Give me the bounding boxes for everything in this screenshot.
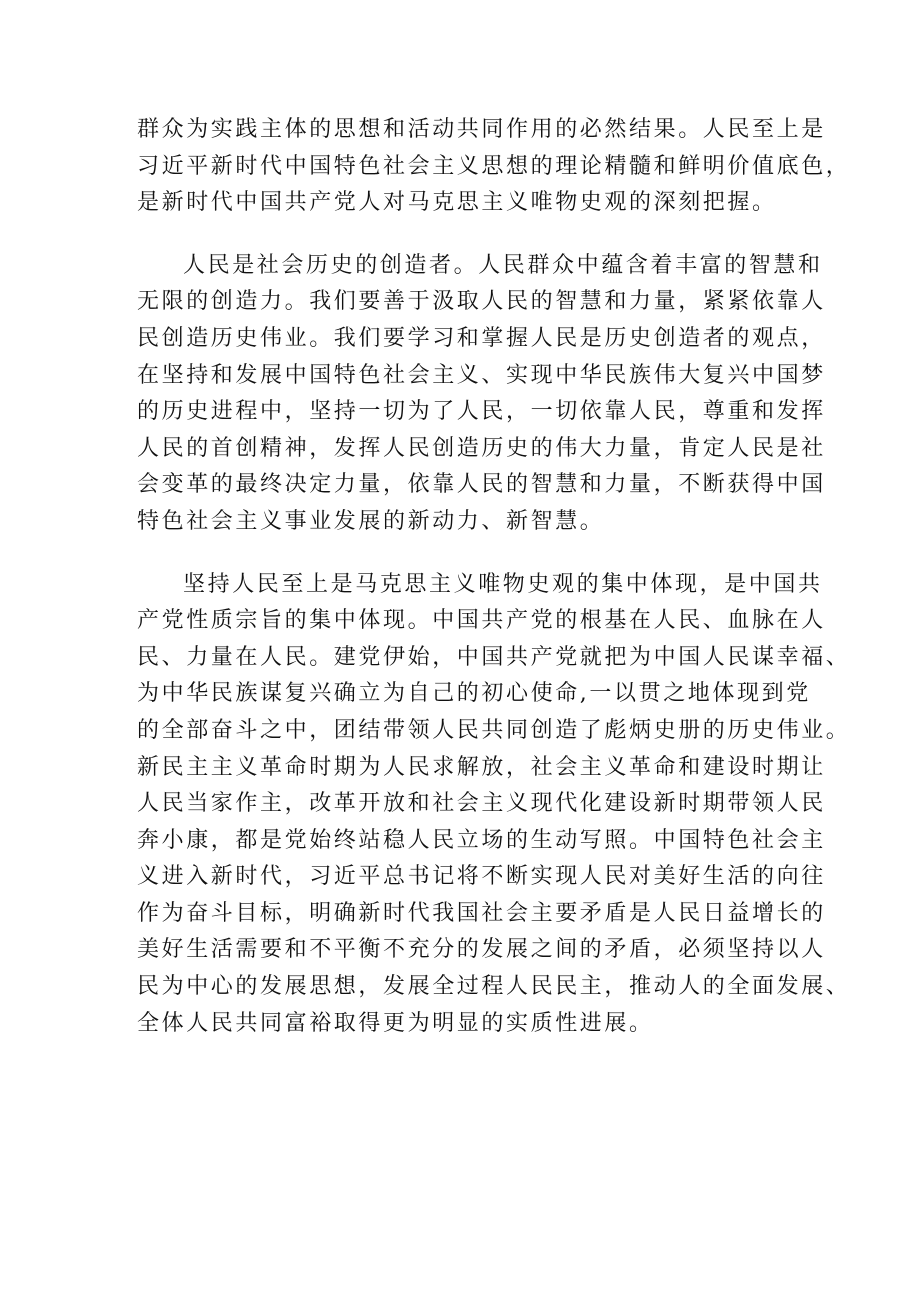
text-line: 美好生活需要和不平衡不充分的发展之间的矛盾，必须坚持以人	[137, 937, 826, 963]
text-line: 义进入新时代，习近平总书记将不断实现人民对美好生活的向往	[137, 864, 826, 890]
paragraph-3	[137, 567, 851, 1043]
text-line: 产党性质宗旨的集中体现。中国共产党的根基在人民、血脉在人	[137, 608, 826, 634]
text-line: 是新时代中国共产党人对马克思主义唯物史观的深刻把握。	[137, 190, 777, 216]
text-line: 无限的创造力。我们要善于汲取人民的智慧和力量，紧紧依靠人	[137, 289, 826, 315]
text-line: 会变革的最终决定力量，依靠人民的智慧和力量，不断获得中国	[137, 472, 826, 498]
text-line: 习近平新时代中国特色社会主义思想的理论精髓和鲜明价值底色，	[137, 153, 851, 179]
text-line: 的全部奋斗之中，团结带领人民共同创造了彪炳史册的历史伟业。	[137, 717, 851, 743]
text-line: 坚持人民至上是马克思主义唯物史观的集中体现，是中国共	[183, 571, 823, 597]
text-line: 民为中心的发展思想，发展全过程人民民主，推动人的全面发展、	[137, 974, 851, 1000]
text-line: 在坚持和发展中国特色社会主义、实现中华民族伟大复兴中国梦	[137, 362, 826, 388]
text-line: 群众为实践主体的思想和活动共同作用的必然结果。人民至上是	[137, 117, 826, 142]
paragraph-1	[137, 112, 851, 222]
text-line: 全体人民共同富裕取得更为明显的实质性进展。	[137, 1010, 654, 1036]
text-line: 民、力量在人民。建党伊始，中国共产党就把为中国人民谋幸福、	[137, 644, 851, 670]
text-line: 人民的首创精神，发挥人民创造历史的伟大力量，肯定人民是社	[137, 435, 826, 461]
text-line: 为中华民族谋复兴确立为自己的初心使命,一以贯之地体现到党	[137, 681, 811, 707]
text-line: 奔小康，都是党始终站稳人民立场的生动写照。中国特色社会主	[137, 827, 826, 853]
text-line: 作为奋斗目标，明确新时代我国社会主要矛盾是人民日益增长的	[137, 900, 826, 926]
paragraph-2	[137, 248, 826, 541]
text-line: 的历史进程中，坚持一切为了人民，一切依靠人民，尊重和发挥	[137, 399, 826, 425]
text-line: 特色社会主义事业发展的新动力、新智慧。	[137, 508, 605, 534]
text-line: 民创造历史伟业。我们要学习和掌握人民是历史创造者的观点，	[137, 325, 826, 351]
text-line: 人民是社会历史的创造者。人民群众中蕴含着丰富的智慧和	[183, 252, 823, 278]
text-line: 新民主主义革命时期为人民求解放，社会主义革命和建设时期让	[137, 754, 826, 780]
text-line: 人民当家作主，改革开放和社会主义现代化建设新时期带领人民	[137, 791, 826, 817]
